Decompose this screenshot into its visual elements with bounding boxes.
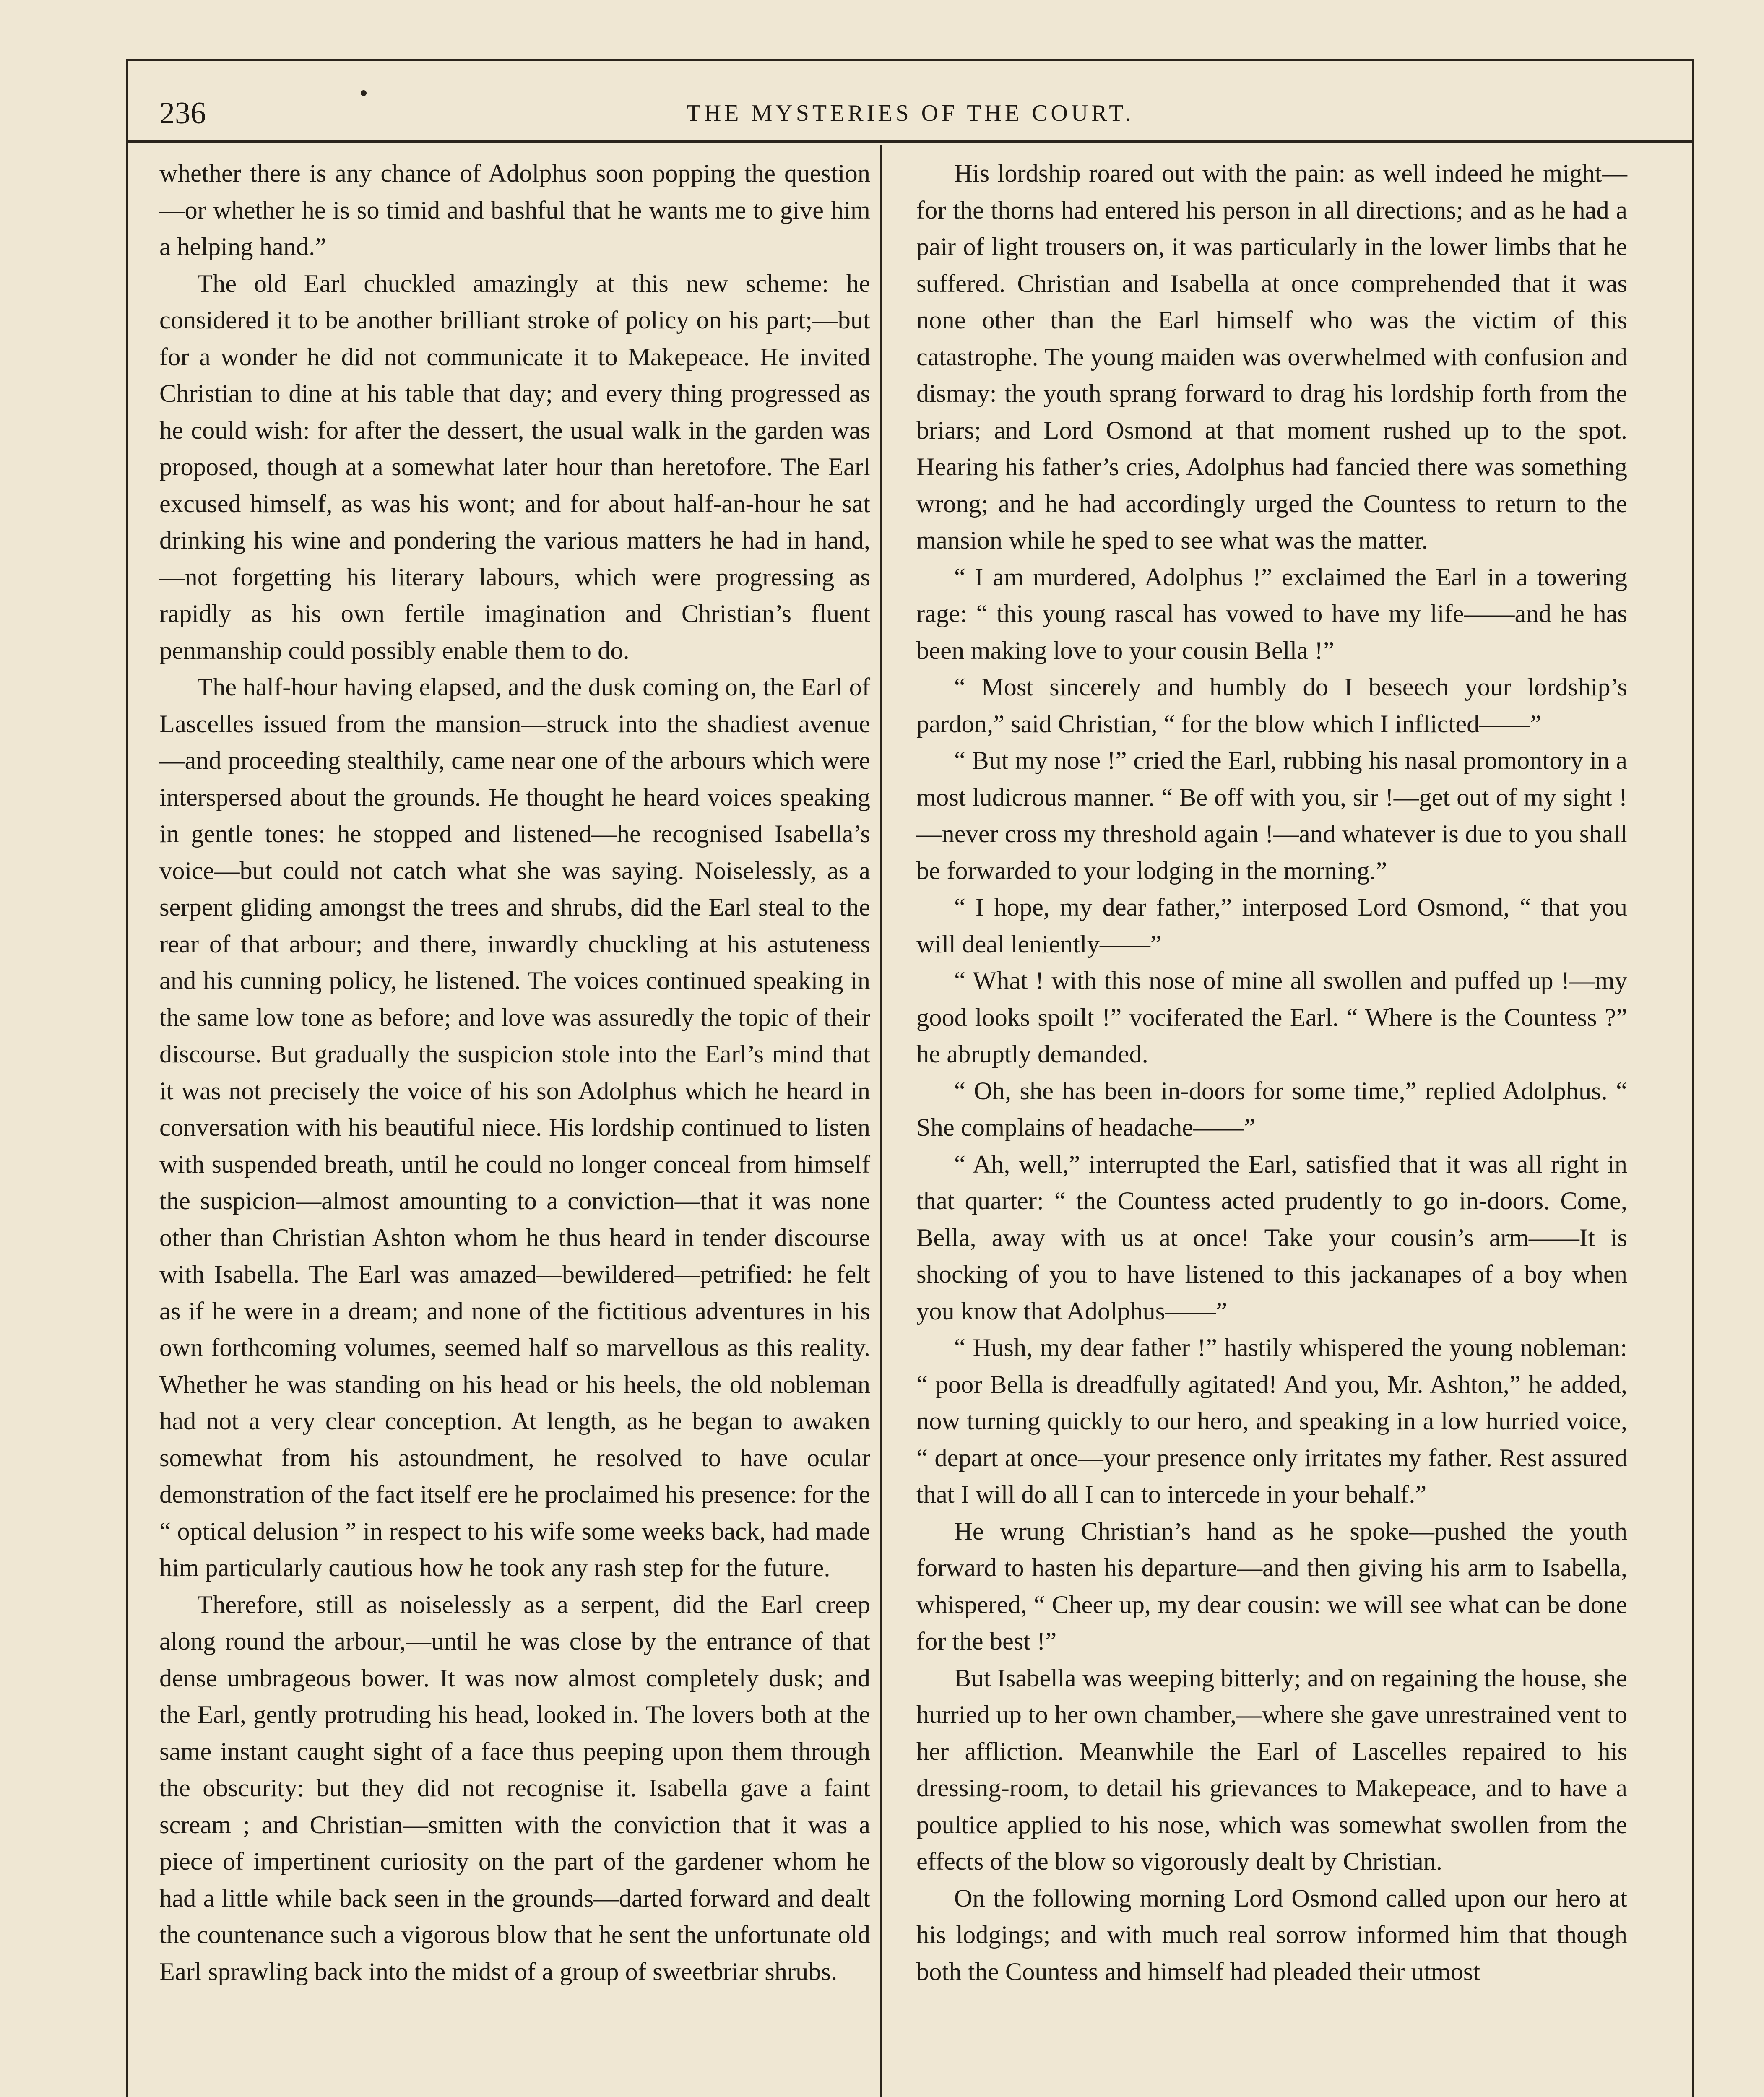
running-header — [159, 90, 1665, 136]
paragraph: The old Earl chuckled amazingly at this new scheme: he considered it to be another brilliant stroke of policy on his part;—but for a wonder he did not communicate it to Makepeace. He invited Christian to dine at his table that day; and every thing progressed as he could wish: for after the dessert, the usual walk in the garden was proposed, though at a somewhat later hour than heretofore. The Earl excused himself, as was his wont; and for about half-an-hour he sat drinking his wine and pondering the various matters he had in hand,—not forgetting his literary labours, which were progressing as rapidly as his own fertile imagination and Christian’s fluent penmanship could possibly enable them to do. — [159, 269, 870, 665]
paragraph: On the following morning Lord Osmond called upon our hero at his lodgings; and with much real sorrow informed him that though both the Countess and himself had pleaded their utmost — [916, 1884, 1627, 1986]
header-rule — [126, 140, 1694, 143]
paragraph: His lordship roared out with the pain: as well indeed he might—for the thorns had entered his person in all directions; and as he had a pair of light trousers on, it was particularly in the lower limbs that he suffered. Christian and Isabella at once comprehended that it was none other than the Earl himself who was the victim of this catastrophe. The young maiden was overwhelmed with confusion and dismay: the youth sprang forward to drag his lordship forth from the briars; and Lord Osmond at that moment rushed up to the spot. Hearing his father’s cries, Adolphus had fancied there was something wrong; and he had accordingly urged the Countess to return to the mansion while he sped to see what was the matter. — [916, 159, 1627, 554]
paragraph: “ Ah, well,” interrupted the Earl, satisfied that it was all right in that quarter: “ the Countess acted prudently to go in-doors. Come, Bella, away with us at once! Take your cousin’s arm——It is shocking of you to have listened to this jackanapes of a boy when you know that Adolphus——” — [916, 1150, 1627, 1325]
paragraph: “ What ! with this nose of mine all swollen and puffed up !—my good looks spoilt !” vociferated the Earl. “ Where is the Countess ?” he abruptly demanded. — [916, 967, 1627, 1068]
running-head-title: THE MYSTERIES OF THE COURT. — [686, 100, 1134, 126]
page-number: 236 — [159, 96, 206, 130]
paragraph: whether there is any chance of Adolphus soon popping the question—or whether he is so timid and bashful that he wants me to give him a helping hand.” — [159, 159, 870, 261]
paragraph: “ I am murdered, Adolphus !” exclaimed the Earl in a towering rage: “ this young rascal has vowed to have my life——and he has been making love to your cousin Bella !” — [916, 563, 1627, 665]
left-border-rule — [126, 59, 128, 2097]
paragraph: The half-hour having elapsed, and the dusk coming on, the Earl of Lascelles issued from the mansion—struck into the shadiest avenue—and proceeding stealthily, came near one of the arbours which were interspersed about the grounds. He thought he heard voices speaking in gentle tones: he stopped and listened—he recognised Isabella’s voice—but could not catch what she was saying. Noiselessly, as a serpent gliding amongst the trees and shrubs, did the Earl steal to the rear of that arbour; and there, inwardly chuckling at his astuteness and his cunning policy, he listened. The voices continued speaking in the same low tone as before; and love was assuredly the topic of their discourse. But gradually the suspicion stole into the Earl’s mind that it was not precisely the voice of his son Adolphus which he heard in conversation with his beautiful niece. His lordship continued to listen with suspended breath, until he could no longer conceal from himself the suspicion—almost amounting to a conviction—that it was none other than Christian Ashton whom he thus heard in tender discourse with Isabella. The Earl was amazed—bewildered—petrified: he felt as if he were in a dream; and none of the fictitious adventures in his own forthcoming volumes, seemed half so marvellous as this reality. Whether he was standing on his head or his heels, the old nobleman had not a very clear conception. At length, as he began to awaken somewhat from his astoundment, he resolved to have ocular demonstration of the fact itself ere he proclaimed his presence: for the “ optical delusion ” in respect to his wife some weeks back, had made him particularly cautious how he took any rash step for the future. — [159, 673, 871, 1582]
paragraph: “ But my nose !” cried the Earl, rubbing his nasal promontory in a most ludicrous manner. “ Be off with you, sir !—get out of my sight !—never cross my threshold again !—and whatever is due to you shall be forwarded to your lodging in the morning.” — [916, 747, 1627, 885]
right-border-rule — [1692, 59, 1694, 2097]
paragraph: “ Oh, she has been in-doors for some time,” replied Adolphus. “ She complains of headache——” — [916, 1077, 1627, 1142]
left-text-column — [159, 155, 870, 1990]
paragraph: Therefore, still as noiselessly as a serpent, did the Earl creep along round the arbour,—until he was close by the entrance of that dense umbrageous bower. It was now almost completely dusk; and the Earl, gently protruding his head, looked in. The lovers both at the same instant caught sight of a face thus peeping upon them through the obscurity: but they did not recognise it. Isabella gave a faint scream ; and Christian—smitten with the conviction that it was a piece of impertinent curiosity on the part of the gardener whom he had a little while back seen in the grounds—darted forward and dealt the countenance such a vigorous blow that he sent the unfortunate old Earl sprawling back into the midst of a group of sweetbriar shrubs. — [159, 1590, 870, 1986]
right-text-column — [916, 155, 1627, 1990]
column-divider-rule — [880, 145, 882, 2097]
paragraph: “ Hush, my dear father !” hastily whispered the young nobleman: “ poor Bella is dreadfully agitated! And you, Mr. Ashton,” he added, now turning quickly to our hero, and speaking in a low hurried voice, “ depart at once—your presence only irritates my father. Rest assured that I will do all I can to intercede in your behalf.” — [916, 1334, 1627, 1509]
paragraph: He wrung Christian’s hand as he spoke—pushed the youth forward to hasten his departure—and then giving his arm to Isabella, whispered, “ Cheer up, my dear cousin: we will see what can be done for the best !” — [916, 1517, 1627, 1655]
top-rule — [126, 59, 1694, 61]
paragraph: “ I hope, my dear father,” interposed Lord Osmond, “ that you will deal leniently——” — [916, 893, 1627, 958]
paragraph: But Isabella was weeping bitterly; and on regaining the house, she hurried up to her own chamber,—where she gave unrestrained vent to her affliction. Meanwhile the Earl of Lascelles repaired to his dressing-room, to detail his grievances to Makepeace, and to have a poultice applied to his nose, which was somewhat swollen from the effects of the blow so vigorously dealt by Christian. — [916, 1664, 1627, 1876]
paragraph: “ Most sincerely and humbly do I beseech your lordship’s pardon,” said Christian, “ for the blow which I inflicted——” — [916, 673, 1627, 738]
